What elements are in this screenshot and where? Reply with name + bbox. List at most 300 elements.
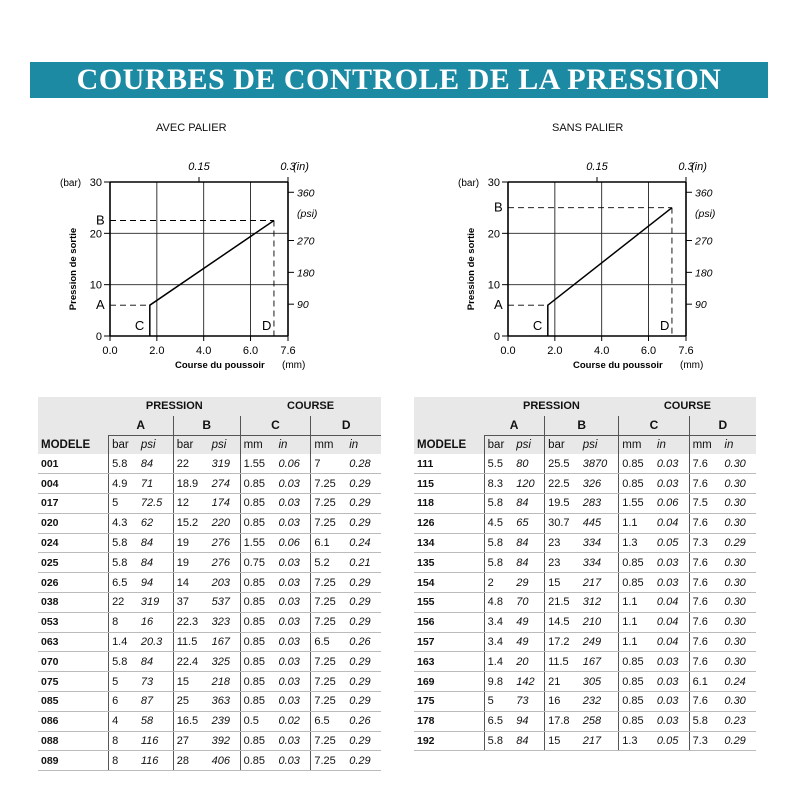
value-cell: 445 — [580, 513, 619, 533]
value-cell: 7.6 — [689, 691, 721, 711]
value-cell: 21.5 — [545, 592, 580, 612]
value-cell: 0.03 — [654, 652, 689, 672]
value-cell: 0.85 — [240, 691, 275, 711]
value-cell: 142 — [513, 672, 544, 692]
value-cell: 22 — [173, 454, 208, 473]
table-row — [414, 672, 756, 692]
value-cell: 80 — [513, 454, 544, 473]
table-row — [414, 592, 756, 612]
header-unit: bar — [109, 435, 138, 454]
table-row — [414, 691, 756, 711]
table-row — [38, 632, 381, 652]
header-group-row — [414, 397, 756, 416]
value-cell: 0.30 — [721, 652, 756, 672]
table-row — [38, 454, 381, 473]
header-unit: in — [721, 435, 756, 454]
value-cell: 84 — [513, 533, 544, 553]
table-row — [38, 731, 381, 751]
value-cell: 20 — [513, 652, 544, 672]
value-cell: 65 — [513, 513, 544, 533]
value-cell: 0.03 — [654, 711, 689, 731]
x-tick-label: 0.0 — [102, 345, 118, 357]
value-cell: 0.29 — [346, 612, 381, 632]
table-row — [414, 533, 756, 553]
value-cell: 232 — [580, 691, 619, 711]
value-cell: 0.30 — [721, 454, 756, 473]
value-cell: 22.4 — [173, 652, 208, 672]
value-cell: 9.8 — [484, 672, 513, 692]
value-cell: 0.85 — [240, 573, 275, 593]
model-cell: 086 — [38, 711, 109, 731]
table-row — [38, 711, 381, 731]
model-cell: 156 — [414, 612, 484, 632]
value-cell: 4 — [109, 711, 138, 731]
table-row — [38, 573, 381, 593]
value-cell: 0.06 — [275, 454, 310, 473]
value-cell: 2 — [484, 573, 513, 593]
value-cell: 7.6 — [689, 592, 721, 612]
y-tick-label: 20 — [89, 228, 102, 241]
value-cell: 15 — [545, 573, 580, 593]
value-cell: 0.29 — [346, 592, 381, 612]
table-row — [38, 493, 381, 513]
y-axis-title: Pression de sortie — [466, 227, 477, 311]
header-group-row — [38, 397, 381, 416]
value-cell: 319 — [209, 454, 240, 473]
table-row — [414, 513, 756, 533]
value-cell: 0.30 — [721, 691, 756, 711]
header-unit: psi — [580, 435, 619, 454]
header-modele: MODELE — [414, 435, 484, 454]
value-cell: 0.29 — [721, 533, 756, 553]
value-cell: 0.30 — [721, 632, 756, 652]
header-unit-row — [414, 435, 756, 454]
value-cell: 0.29 — [346, 474, 381, 494]
header-col-a: A — [484, 416, 544, 435]
value-cell: 14.5 — [545, 612, 580, 632]
header-course: COURSE — [619, 397, 756, 416]
value-cell: 1.3 — [619, 533, 654, 553]
x-tick-label: 7.6 — [280, 345, 296, 357]
right-tick-label: 180 — [695, 267, 713, 280]
top-unit-label: (in) — [691, 161, 707, 173]
value-cell: 0.29 — [346, 573, 381, 593]
y-tick-label: 10 — [487, 279, 500, 292]
value-cell: 7.6 — [689, 513, 721, 533]
model-cell: 070 — [38, 652, 109, 672]
header-modele: MODELE — [38, 435, 109, 454]
model-cell: 085 — [38, 691, 109, 711]
y-tick-label: 10 — [89, 279, 102, 292]
value-cell: 0.23 — [721, 711, 756, 731]
value-cell: 84 — [513, 553, 544, 573]
right-tick-label: 90 — [297, 299, 309, 312]
value-cell: 7.6 — [689, 612, 721, 632]
value-cell: 5 — [109, 672, 138, 692]
value-cell: 17.8 — [545, 711, 580, 731]
value-cell: 12 — [173, 493, 208, 513]
value-cell: 37 — [173, 592, 208, 612]
x-tick-label: 6.0 — [640, 345, 657, 357]
value-cell: 30.7 — [545, 513, 580, 533]
value-cell: 0.85 — [240, 493, 275, 513]
value-cell: 5.5 — [484, 454, 513, 473]
y-tick-label: 30 — [89, 177, 102, 189]
value-cell: 15.2 — [173, 513, 208, 533]
value-cell: 0.85 — [619, 454, 654, 473]
value-cell: 0.85 — [619, 573, 654, 593]
value-cell: 5.8 — [689, 711, 721, 731]
model-cell: 063 — [38, 632, 109, 652]
table-row — [38, 672, 381, 692]
value-cell: 5.8 — [484, 731, 513, 751]
chart-avec-palier — [0, 140, 400, 380]
header-col-b: B — [545, 416, 619, 435]
x-axis-title: Course du poussoir — [175, 360, 265, 371]
value-cell: 8 — [109, 612, 138, 632]
value-cell: 3870 — [580, 454, 619, 473]
value-cell: 0.26 — [346, 632, 381, 652]
value-cell: 3.4 — [484, 632, 513, 652]
value-cell: 120 — [513, 474, 544, 494]
value-cell: 0.85 — [619, 553, 654, 573]
value-cell: 7 — [311, 454, 346, 473]
value-cell: 28 — [173, 751, 208, 771]
x-tick-label: 7.6 — [678, 345, 694, 357]
page-title: COURBES DE CONTROLE DE LA PRESSION — [30, 62, 768, 98]
value-cell: 0.28 — [346, 454, 381, 473]
value-cell: 249 — [580, 632, 619, 652]
value-cell: 0.85 — [619, 711, 654, 731]
value-cell: 0.21 — [346, 553, 381, 573]
value-cell: 0.26 — [346, 711, 381, 731]
value-cell: 167 — [580, 652, 619, 672]
value-cell: 239 — [209, 711, 240, 731]
value-cell: 18.9 — [173, 474, 208, 494]
value-cell: 4.5 — [484, 513, 513, 533]
value-cell: 7.6 — [689, 454, 721, 473]
value-cell: 16 — [138, 612, 173, 632]
value-cell: 5.8 — [109, 652, 138, 672]
value-cell: 276 — [209, 533, 240, 553]
model-cell: 075 — [38, 672, 109, 692]
value-cell: 5 — [484, 691, 513, 711]
marker-b: B — [494, 199, 503, 215]
model-cell: 135 — [414, 553, 484, 573]
value-cell: 5.2 — [311, 553, 346, 573]
table-row — [414, 573, 756, 593]
value-cell: 6.1 — [689, 672, 721, 692]
model-cell: 088 — [38, 731, 109, 751]
table-row — [414, 474, 756, 494]
table-row — [38, 751, 381, 771]
header-unit: bar — [545, 435, 580, 454]
top-tick-label: 0.15 — [586, 161, 608, 173]
table-sans-palier — [414, 397, 756, 751]
value-cell: 7.6 — [689, 652, 721, 672]
value-cell: 62 — [138, 513, 173, 533]
value-cell: 0.02 — [275, 711, 310, 731]
value-cell: 29 — [513, 573, 544, 593]
value-cell: 0.03 — [654, 553, 689, 573]
chart-sans-palier — [398, 140, 798, 380]
value-cell: 84 — [138, 553, 173, 573]
value-cell: 7.25 — [311, 672, 346, 692]
value-cell: 19 — [173, 533, 208, 553]
header-blank — [38, 397, 109, 416]
value-cell: 0.03 — [275, 632, 310, 652]
value-cell: 210 — [580, 612, 619, 632]
value-cell: 22.5 — [545, 474, 580, 494]
header-unit: in — [275, 435, 310, 454]
table-row — [38, 533, 381, 553]
chart-title-avec-palier: AVEC PALIER — [156, 122, 227, 134]
value-cell: 6 — [109, 691, 138, 711]
value-cell: 0.03 — [275, 592, 310, 612]
value-cell: 1.3 — [619, 731, 654, 751]
value-cell: 5.8 — [484, 553, 513, 573]
value-cell: 0.03 — [275, 573, 310, 593]
marker-a: A — [96, 297, 105, 313]
value-cell: 0.03 — [275, 474, 310, 494]
model-cell: 111 — [414, 454, 484, 473]
value-cell: 22.3 — [173, 612, 208, 632]
x-axis-title: Course du poussoir — [573, 360, 663, 371]
value-cell: 0.03 — [654, 691, 689, 711]
value-cell: 84 — [138, 533, 173, 553]
header-col-b: B — [173, 416, 240, 435]
value-cell: 116 — [138, 751, 173, 771]
table-avec-palier — [38, 397, 381, 771]
header-unit: mm — [240, 435, 275, 454]
value-cell: 0.24 — [721, 672, 756, 692]
value-cell: 326 — [580, 474, 619, 494]
value-cell: 274 — [209, 474, 240, 494]
right-tick-label: 180 — [297, 267, 315, 280]
model-cell: 154 — [414, 573, 484, 593]
value-cell: 49 — [513, 632, 544, 652]
header-col-d: D — [689, 416, 756, 435]
value-cell: 7.3 — [689, 533, 721, 553]
value-cell: 25 — [173, 691, 208, 711]
value-cell: 8 — [109, 751, 138, 771]
value-cell: 70 — [513, 592, 544, 612]
value-cell: 7.25 — [311, 612, 346, 632]
value-cell: 1.1 — [619, 632, 654, 652]
table-row — [38, 691, 381, 711]
value-cell: 71 — [138, 474, 173, 494]
x-tick-label: 6.0 — [242, 345, 259, 357]
value-cell: 363 — [209, 691, 240, 711]
chart-title-sans-palier: SANS PALIER — [552, 122, 624, 134]
model-cell: 169 — [414, 672, 484, 692]
value-cell: 0.75 — [240, 553, 275, 573]
table-row — [414, 711, 756, 731]
header-col-c: C — [240, 416, 311, 435]
value-cell: 276 — [209, 553, 240, 573]
value-cell: 84 — [513, 731, 544, 751]
value-cell: 5.8 — [484, 533, 513, 553]
header-unit: mm — [689, 435, 721, 454]
value-cell: 0.06 — [654, 493, 689, 513]
value-cell: 0.04 — [654, 592, 689, 612]
top-unit-label: (in) — [293, 161, 309, 173]
y-tick-label: 0 — [493, 331, 500, 343]
value-cell: 1.1 — [619, 513, 654, 533]
value-cell: 0.29 — [346, 493, 381, 513]
header-column-row — [38, 416, 381, 435]
value-cell: 1.1 — [619, 592, 654, 612]
value-cell: 0.03 — [275, 672, 310, 692]
y-tick-label: 30 — [487, 177, 500, 189]
y-axis-title: Pression de sortie — [68, 227, 79, 311]
marker-a: A — [494, 297, 503, 313]
y-unit-label: (bar) — [458, 178, 480, 189]
value-cell: 7.6 — [689, 474, 721, 494]
model-cell: 089 — [38, 751, 109, 771]
value-cell: 0.85 — [240, 632, 275, 652]
value-cell: 7.25 — [311, 691, 346, 711]
model-cell: 017 — [38, 493, 109, 513]
table-row — [414, 553, 756, 573]
value-cell: 323 — [209, 612, 240, 632]
value-cell: 0.05 — [654, 533, 689, 553]
header-unit: in — [654, 435, 689, 454]
value-cell: 11.5 — [173, 632, 208, 652]
model-cell: 001 — [38, 454, 109, 473]
pressure-curve — [150, 221, 274, 337]
value-cell: 1.4 — [109, 632, 138, 652]
value-cell: 0.06 — [275, 533, 310, 553]
value-cell: 1.55 — [240, 533, 275, 553]
value-cell: 7.6 — [689, 573, 721, 593]
model-cell: 024 — [38, 533, 109, 553]
model-cell: 134 — [414, 533, 484, 553]
value-cell: 0.03 — [275, 652, 310, 672]
value-cell: 0.29 — [346, 691, 381, 711]
value-cell: 312 — [580, 592, 619, 612]
value-cell: 0.03 — [275, 751, 310, 771]
value-cell: 0.03 — [275, 513, 310, 533]
value-cell: 0.03 — [275, 612, 310, 632]
value-cell: 84 — [513, 493, 544, 513]
value-cell: 15 — [173, 672, 208, 692]
x-tick-label: 0.0 — [500, 345, 516, 357]
header-pression: PRESSION — [484, 397, 619, 416]
x-tick-label: 2.0 — [149, 345, 165, 357]
top-tick-label: 0.3 — [280, 161, 296, 173]
y-tick-label: 0 — [95, 331, 102, 343]
value-cell: 0.85 — [619, 672, 654, 692]
header-blank — [38, 416, 109, 435]
model-cell: 053 — [38, 612, 109, 632]
value-cell: 7.25 — [311, 474, 346, 494]
header-unit: psi — [513, 435, 544, 454]
value-cell: 258 — [580, 711, 619, 731]
value-cell: 319 — [138, 592, 173, 612]
value-cell: 19 — [173, 553, 208, 573]
x-unit-label: (mm) — [680, 360, 704, 371]
value-cell: 19.5 — [545, 493, 580, 513]
value-cell: 5.8 — [109, 454, 138, 473]
value-cell: 0.03 — [654, 454, 689, 473]
value-cell: 5.8 — [484, 493, 513, 513]
value-cell: 0.85 — [240, 751, 275, 771]
value-cell: 0.5 — [240, 711, 275, 731]
value-cell: 334 — [580, 533, 619, 553]
value-cell: 6.5 — [109, 573, 138, 593]
value-cell: 3.4 — [484, 612, 513, 632]
value-cell: 27 — [173, 731, 208, 751]
model-cell: 115 — [414, 474, 484, 494]
right-tick-label: 360 — [695, 187, 713, 200]
value-cell: 8 — [109, 731, 138, 751]
right-tick-label: 270 — [695, 235, 713, 248]
value-cell: 8.3 — [484, 474, 513, 494]
model-cell: 192 — [414, 731, 484, 751]
header-blank — [414, 397, 484, 416]
value-cell: 0.03 — [654, 474, 689, 494]
value-cell: 0.04 — [654, 513, 689, 533]
marker-d: D — [261, 318, 272, 333]
value-cell: 1.55 — [619, 493, 654, 513]
value-cell: 21 — [545, 672, 580, 692]
value-cell: 218 — [209, 672, 240, 692]
value-cell: 5 — [109, 493, 138, 513]
value-cell: 4.3 — [109, 513, 138, 533]
value-cell: 1.4 — [484, 652, 513, 672]
value-cell: 7.25 — [311, 731, 346, 751]
header-unit: mm — [619, 435, 654, 454]
model-cell: 126 — [414, 513, 484, 533]
table-row — [38, 612, 381, 632]
x-tick-label: 4.0 — [196, 345, 212, 357]
value-cell: 7.25 — [311, 592, 346, 612]
table-row — [38, 513, 381, 533]
model-cell: 155 — [414, 592, 484, 612]
right-tick-label: 360 — [297, 187, 315, 200]
marker-c: C — [532, 318, 543, 333]
header-blank — [414, 416, 484, 435]
value-cell: 84 — [138, 454, 173, 473]
y-unit-label: (bar) — [60, 178, 82, 189]
value-cell: 7.5 — [689, 493, 721, 513]
table-row — [414, 612, 756, 632]
value-cell: 6.5 — [311, 711, 346, 731]
value-cell: 0.03 — [654, 573, 689, 593]
value-cell: 5.8 — [109, 533, 138, 553]
value-cell: 6.1 — [311, 533, 346, 553]
right-tick-label: 270 — [297, 235, 315, 248]
value-cell: 0.85 — [619, 691, 654, 711]
value-cell: 537 — [209, 592, 240, 612]
table-row — [38, 652, 381, 672]
top-tick-label: 0.15 — [188, 161, 210, 173]
header-pression: PRESSION — [109, 397, 241, 416]
value-cell: 0.30 — [721, 553, 756, 573]
model-cell: 175 — [414, 691, 484, 711]
right-tick-label: 90 — [695, 299, 707, 312]
value-cell: 0.30 — [721, 493, 756, 513]
value-cell: 0.24 — [346, 533, 381, 553]
header-unit: bar — [173, 435, 208, 454]
value-cell: 0.03 — [275, 493, 310, 513]
model-cell: 163 — [414, 652, 484, 672]
value-cell: 0.85 — [240, 474, 275, 494]
header-unit-row — [38, 435, 381, 454]
table-row — [414, 731, 756, 751]
value-cell: 0.30 — [721, 612, 756, 632]
